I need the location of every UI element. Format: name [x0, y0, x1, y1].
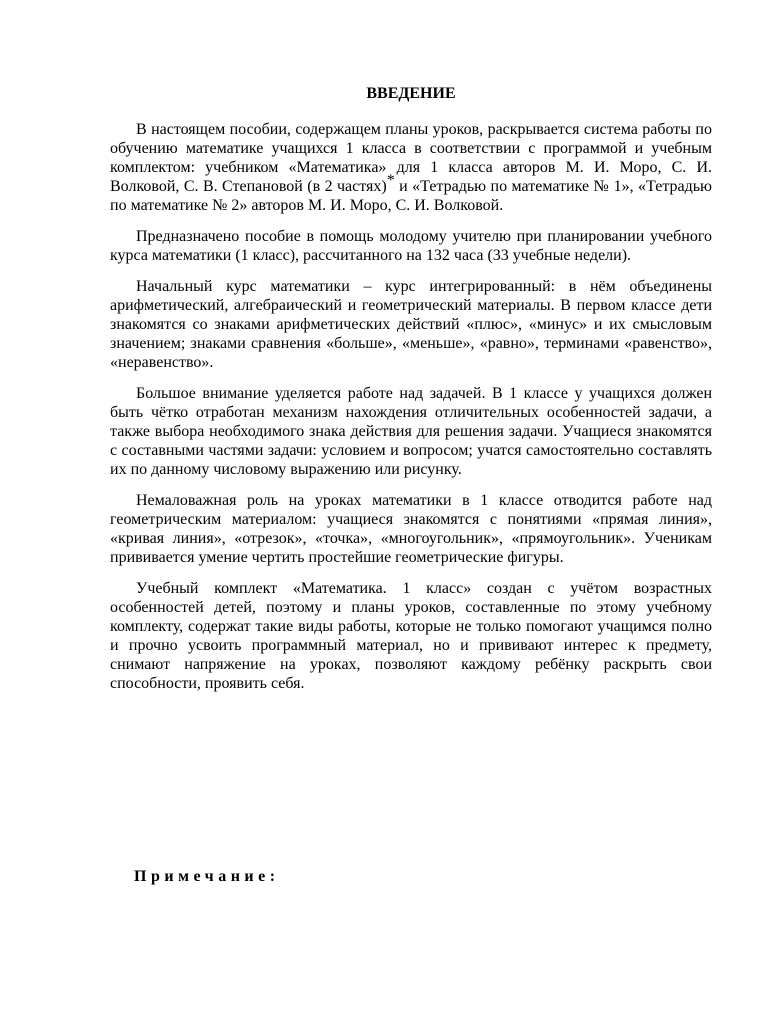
paragraph-purpose: Предназначено пособие в помощь молодому учителю при планировании учебного курса математики (1 класс), рассчитанного на 132 часа (33 учебные недели).: [110, 228, 712, 264]
page-title: ВВЕДЕНИЕ: [366, 85, 456, 102]
footnote-marker: *: [386, 172, 395, 189]
note-label: Примечание:: [134, 868, 280, 885]
document-page: [110, 84, 712, 705]
paragraph-tasks: Большое внимание уделяется работе над задачей. В 1 классе у учащихся должен быть чётко отработан механизм нахождения отличительных особенностей задачи, а также выбора необходимого знака действия для решения задачи. Учащиеся знакомятся с составными частями задачи: условием и вопросом; учатся самостоятельно составлять их по данному числовому выражению или рисунку.: [110, 385, 712, 478]
paragraph-geometry: Немаловажная роль на уроках математики в 1 классе отводится работе над геометрическим материалом: учащиеся знакомятся с понятиями «прямая линия», «кривая линия», «отрезок», «точка», «многоугольник», «прямоугольник». Ученикам прививается умение чертить простейшие геометрические фигуры.: [110, 492, 712, 566]
paragraph-intro-text-end: и «Тетрадью по математике № 1», «Тетрадью по математике № 2» авторов М. И. Моро, С. И. Волковой.: [110, 178, 712, 214]
paragraph-kit: Учебный комплект «Математика. 1 класс» создан с учётом возрастных особенностей детей, поэтому и планы уроков, составленные по этому учебному комплекту, содержат такие виды работы, которые не только помогают учащимся полно и прочно усвоить программный материал, но и прививают интерес к предмету, снимают напряжение на уроках, позволяют каждому ребёнку раскрыть свои способности, проявить себя.: [110, 580, 712, 692]
paragraph-intro: [110, 120, 712, 215]
paragraph-intro-text: В настоящем пособии, содержащем планы уроков, раскрывается система работы по обучению математике учащихся 1 класса в соответствии с программой и учебным комплектом: учебником «Математика» для 1 класса авторов М. И. Моро, С. И. Волковой, С. В. Степановой (в 2 частях): [110, 121, 712, 195]
paragraph-course: Начальный курс математики – курс интегрированный: в нём объединены арифметический, алгебраический и геометрический материалы. В первом классе дети знакомятся со знаками арифметических действий «плюс», «минус» и их смысловым значением; знаками сравнения «больше», «меньше», «равно», терминами «равенство», «неравенство».: [110, 278, 712, 371]
